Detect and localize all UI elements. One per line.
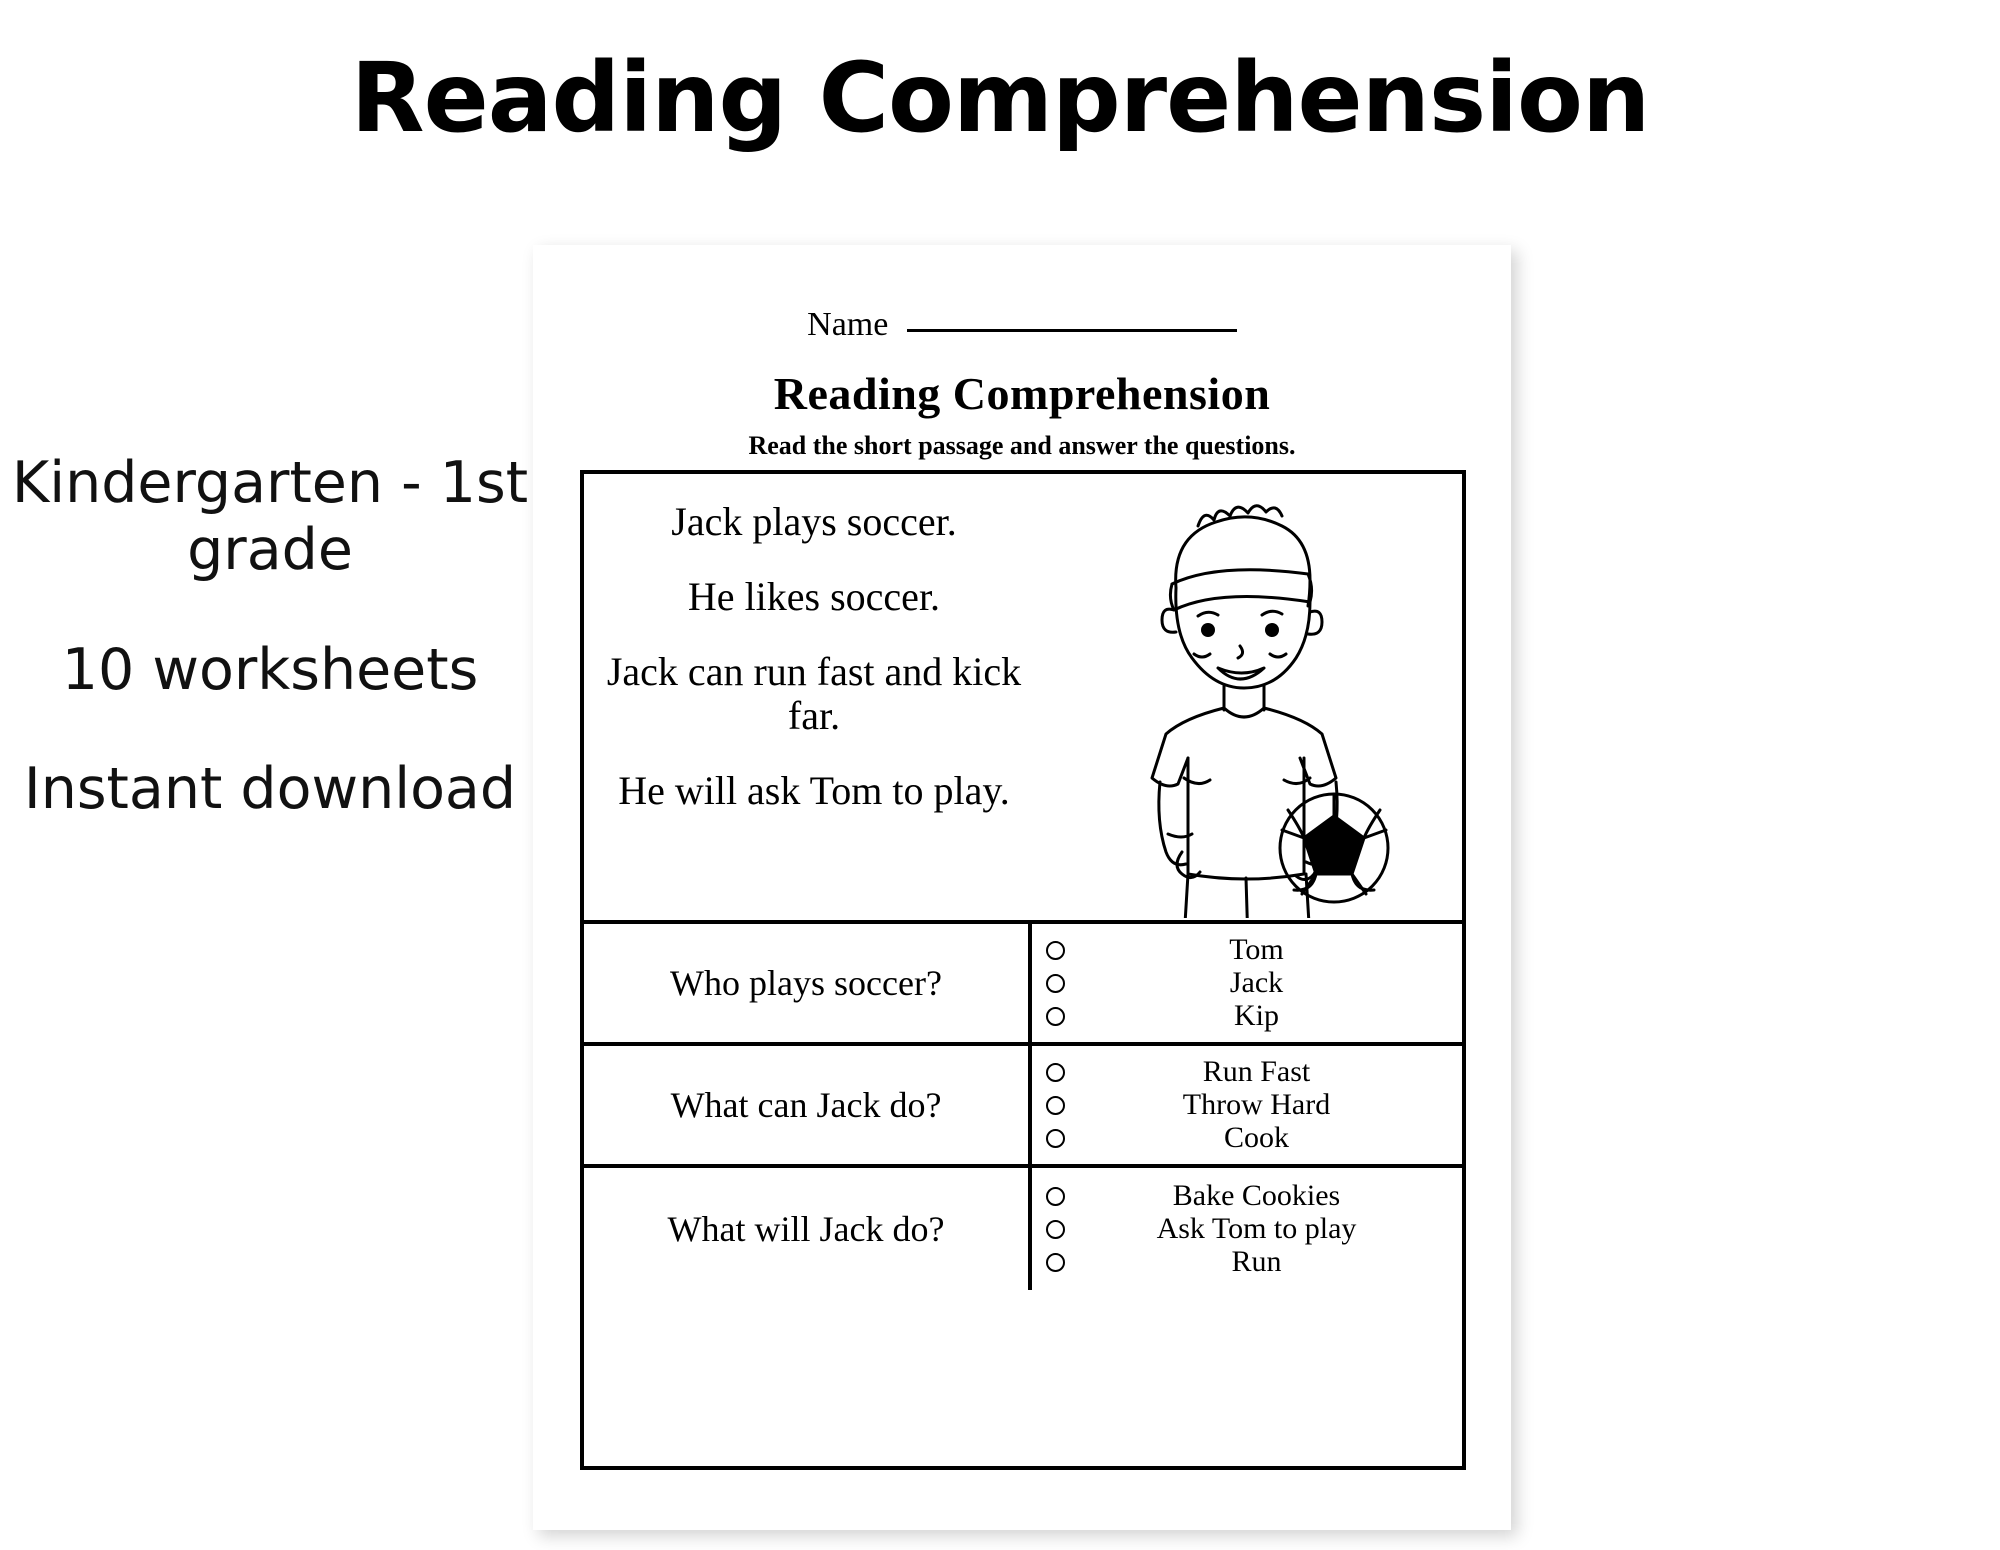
page-title: Reading Comprehension: [350, 42, 1650, 154]
passage-line: He will ask Tom to play.: [618, 768, 1010, 814]
answer-bubble-icon[interactable]: [1046, 1129, 1065, 1148]
passage-line: Jack plays soccer.: [671, 499, 957, 544]
promo-grade-level: Kindergarten - 1st grade: [11, 450, 529, 584]
answer-bubble-icon[interactable]: [1046, 1220, 1065, 1239]
answer-options: [1032, 924, 1462, 1042]
question-prompt: What can Jack do?: [584, 1046, 1032, 1164]
answer-label: Tom: [1229, 933, 1284, 966]
answer-option[interactable]: [1046, 1246, 1462, 1279]
answer-label: Jack: [1229, 966, 1284, 999]
question-row: [584, 1046, 1462, 1168]
answer-option[interactable]: [1046, 1213, 1462, 1246]
name-label: Name: [807, 306, 889, 343]
answer-bubble-icon[interactable]: [1046, 1187, 1065, 1206]
worksheet-title: Reading Comprehension: [773, 368, 1271, 419]
worksheet-page: [533, 245, 1511, 1530]
passage-line: He likes soccer.: [687, 573, 941, 619]
worksheet-instructions: Read the short passage and answer the questions.: [748, 431, 1296, 460]
name-field-row: [533, 305, 1511, 344]
answer-option[interactable]: [1046, 1122, 1462, 1155]
answer-label: Bake Cookies: [1172, 1179, 1341, 1212]
answer-option[interactable]: [1046, 967, 1462, 1000]
name-write-line[interactable]: [907, 305, 1237, 332]
answer-bubble-icon[interactable]: [1046, 941, 1065, 960]
answer-label: Kip: [1234, 999, 1279, 1032]
promo-worksheet-count: 10 worksheets: [61, 636, 479, 703]
worksheet-preview: [533, 245, 1511, 1530]
promo-delivery: Instant download: [23, 755, 517, 822]
question-row: [584, 1168, 1462, 1290]
answer-label: Ask Tom to play: [1156, 1212, 1357, 1245]
passage-text: [594, 500, 1034, 814]
answer-options: [1032, 1046, 1462, 1164]
passage-row: [584, 474, 1462, 924]
answer-label: Cook: [1223, 1121, 1289, 1154]
passage-line: Jack can run fast and kick far.: [606, 648, 1022, 739]
question-prompt: What will Jack do?: [584, 1168, 1032, 1290]
answer-option[interactable]: [1046, 1056, 1462, 1089]
answer-options: [1032, 1168, 1462, 1290]
answer-option[interactable]: [1046, 934, 1462, 967]
question-row: [584, 924, 1462, 1046]
answer-label: Run: [1231, 1245, 1282, 1278]
answer-bubble-icon[interactable]: [1046, 1096, 1065, 1115]
answer-bubble-icon[interactable]: [1046, 974, 1065, 993]
answer-bubble-icon[interactable]: [1046, 1063, 1065, 1082]
answer-bubble-icon[interactable]: [1046, 1007, 1065, 1026]
answer-option[interactable]: [1046, 1089, 1462, 1122]
boy-with-soccer-ball-icon: [1048, 478, 1448, 918]
answer-label: Run Fast: [1202, 1055, 1311, 1088]
answer-label: Throw Hard: [1182, 1088, 1331, 1121]
promo-details: [10, 450, 530, 823]
answer-option[interactable]: [1046, 1180, 1462, 1213]
answer-bubble-icon[interactable]: [1046, 1253, 1065, 1272]
answer-option[interactable]: [1046, 1000, 1462, 1033]
worksheet-table: [580, 470, 1466, 1470]
question-prompt: Who plays soccer?: [584, 924, 1032, 1042]
